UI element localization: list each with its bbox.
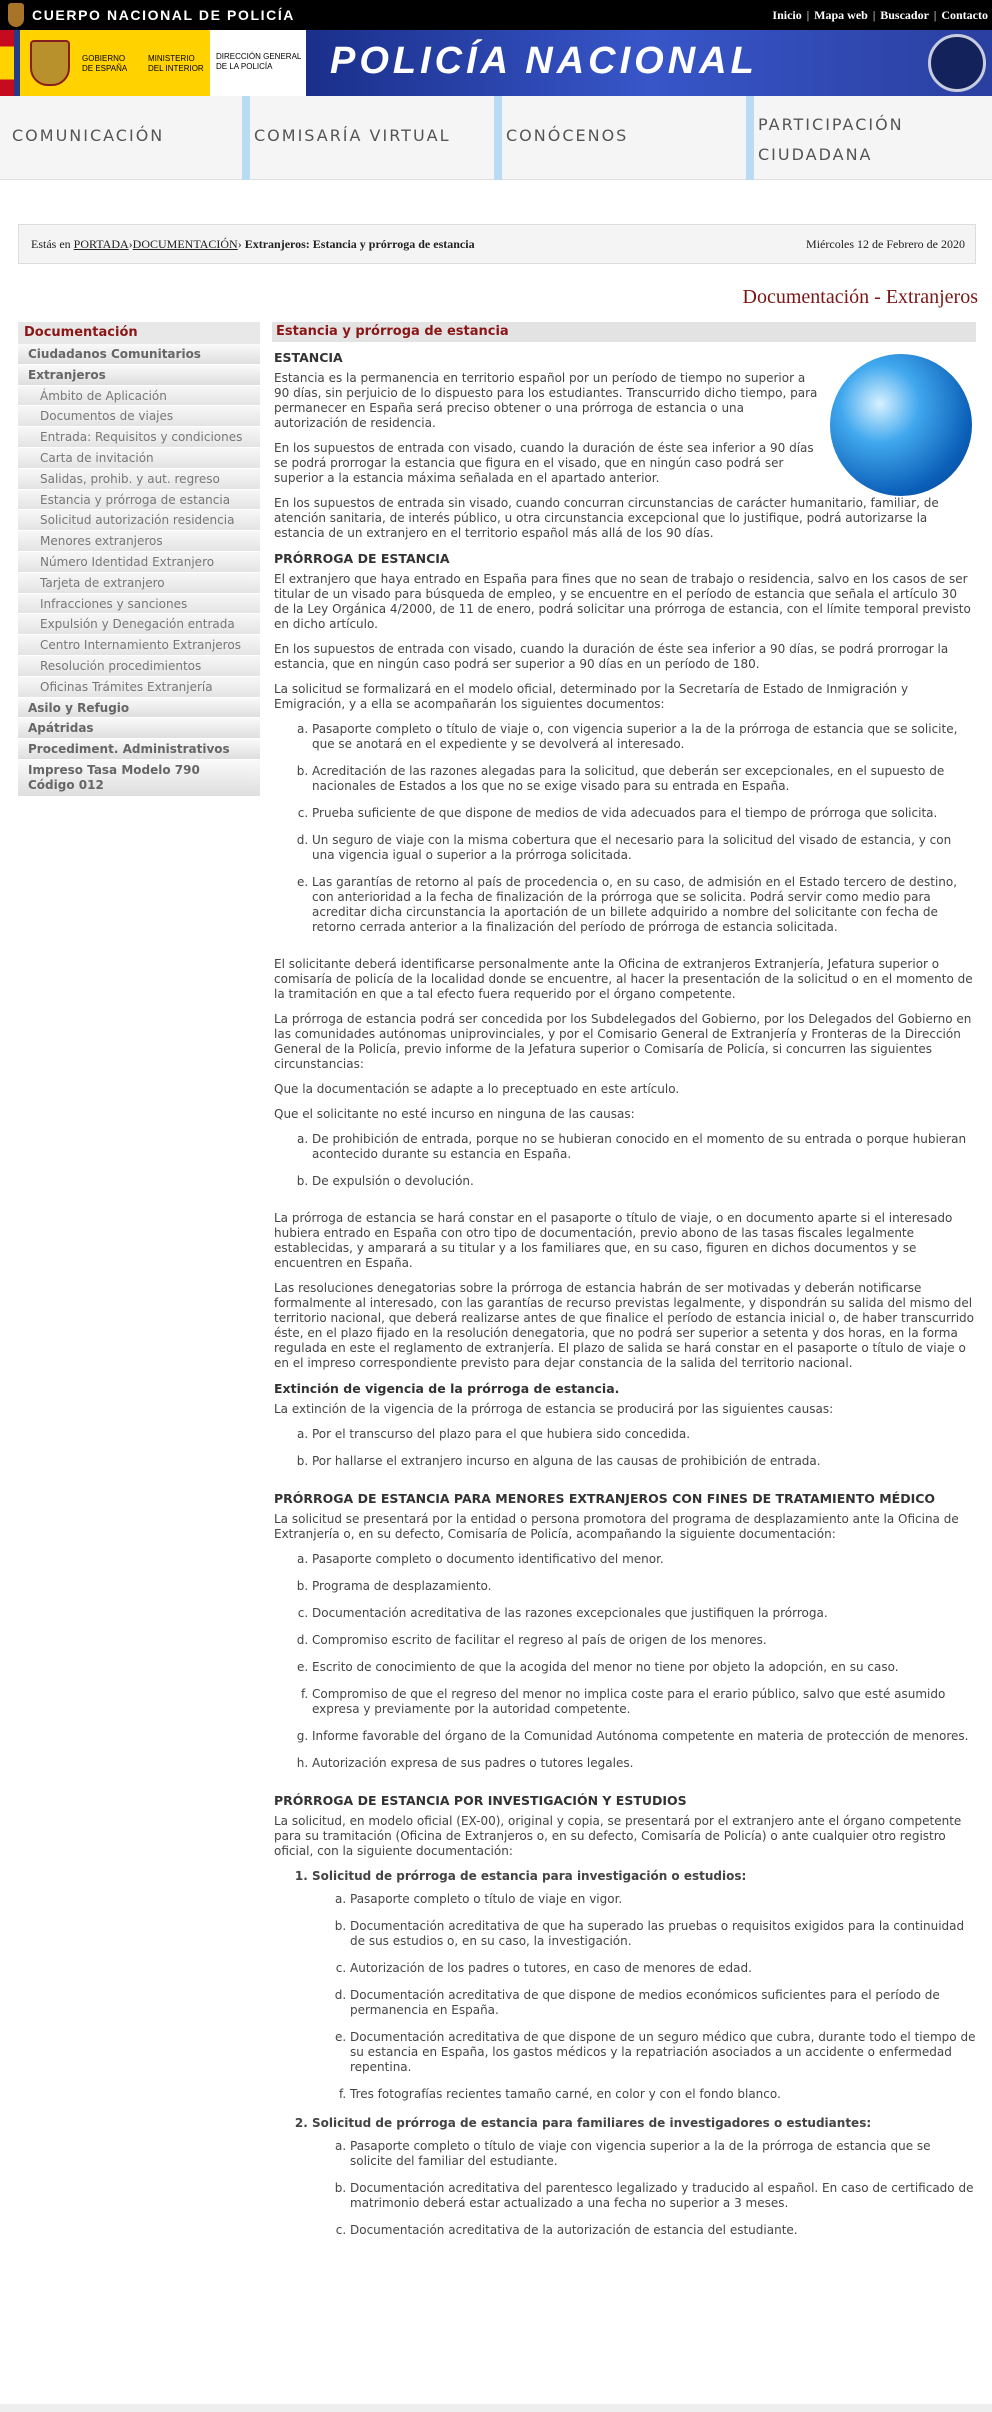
list-item: e. Escrito de conocimiento de que la acogida del menor no tiene por objeto la adopción, en su caso. xyxy=(312,1660,976,1675)
extinction-list xyxy=(312,1427,976,1469)
list-item: a. Pasaporte completo o título de viaje con vigencia superior a la de la prórroga de estancia que se solicite del familiar del estudiante. xyxy=(350,2139,976,2169)
paragraph: Que la documentación se adapte a lo preceptuado en este artículo. xyxy=(274,1082,680,1096)
sidebar xyxy=(18,322,260,797)
paragraph: Estancia es la permanencia en territorio español por un período de tiempo no superior a 90 días, sin perjuicio de lo dispuesto para los estudiantes. Transcurrido dicho tiempo, para permanecer en España será preciso obtener o una prórroga de estancia o una autorización de residencia. xyxy=(274,371,818,430)
list-item: b. De expulsión o devolución. xyxy=(312,1174,976,1189)
list-item: c. Prueba suficiente de que dispone de medios de vida adecuados para el tiempo de prórroga que solicita. xyxy=(312,806,976,821)
sidebar-item[interactable]: Tarjeta de extranjero xyxy=(18,573,260,594)
top-links: Inicio | Mapa web | Buscador | Contacto xyxy=(772,8,988,22)
police-badge-icon xyxy=(928,34,986,92)
breadcrumb-separator: › xyxy=(237,237,242,251)
paragraph: El solicitante deberá identificarse personalmente ante la Oficina de extranjeros Extranjería, Jefatura superior o comisaría de policía de la localidad donde se encuentre, al hacer la presentación de la solicitud o en el momento de la tramitación en que a tal efecto fuera requerido por el órgano competente. xyxy=(274,957,973,1001)
sidebar-item[interactable]: Estancia y prórroga de estancia xyxy=(18,490,260,511)
breadcrumb-current: Extranjeros: Estancia y prórroga de estancia xyxy=(244,237,475,251)
paragraph: En los supuestos de entrada sin visado, cuando concurran circunstancias de carácter humanitario, familiar, de atención sanitaria, de interés público, u otra circunstancia excepcional que lo justifique, podrá autorizarse la estancia de un extranjero en el territorio español más allá de los 90 días. xyxy=(274,496,939,540)
list-item: d. Un seguro de viaje con la misma cobertura que el necesario para la solicitud del visado de estancia, y con una vigencia igual o superior a la prórroga solicitada. xyxy=(312,833,976,863)
list-item: c. Autorización de los padres o tutores, en caso de menores de edad. xyxy=(350,1961,976,1976)
paragraph: La solicitud se formalizará en el modelo oficial, determinado por la Secretaría de Estado de Inmigración y Emigración, y a ella se acompañarán los siguientes documentos: xyxy=(274,682,909,711)
list-item: d. Documentación acreditativa de que dispone de medios económicos suficientes para el período de permanencia en España. xyxy=(350,1988,976,2018)
paragraph: El extranjero que haya entrado en España para fines que no sean de trabajo o residencia, salvo en los casos de ser titular de un visado para búsqueda de empleo, y se encuentre en el período de estancia que señala el artículo 30 de la Ley Orgánica 4/2000, de 11 de enero, podrá solicitar una prórroga de estancia, con el límite temporal previsto en dicho artículo. xyxy=(274,572,971,631)
nav-label: CONÓCENOS xyxy=(506,126,629,145)
paragraph: La extinción de la vigencia de la prórroga de estancia se producirá por las siguientes causas: xyxy=(274,1402,834,1416)
list-item: b. Acreditación de las razones alegadas para la solicitud, que deberán ser excepcionales, en el supuesto de nacionales de Estados a los que no se exige visado para su entrada en España. xyxy=(312,764,976,794)
list-item: f. Compromiso de que el regreso del menor no implica coste para el erario público, salvo que esté asumido expresa y previamente por la autoridad competente. xyxy=(312,1687,976,1717)
sidebar-item[interactable]: Ciudadanos Comunitarios xyxy=(18,344,260,365)
paragraph: En los supuestos de entrada con visado, cuando la duración de éste sea inferior a 90 días, se podrá prorrogar la estancia, que en ningún caso podrá ser superior a 90 días en un período de 180. xyxy=(274,642,949,671)
sidebar-item[interactable]: Entrada: Requisitos y condiciones xyxy=(18,427,260,448)
sidebar-item[interactable]: Procediment. Administrativos xyxy=(18,739,260,760)
list-item: b. Por hallarse el extranjero incurso en alguna de las causas de prohibición de entrada. xyxy=(312,1454,976,1469)
government-logo[interactable] xyxy=(0,30,306,96)
list-item: b. Programa de desplazamiento. xyxy=(312,1579,976,1594)
list-item: a. De prohibición de entrada, porque no se hubieran conocido en el momento de su entrada o porque hubieran acontecido durante su estancia en España. xyxy=(312,1132,976,1162)
top-bar xyxy=(0,0,992,30)
document-list xyxy=(312,722,976,935)
list-item xyxy=(312,1869,976,2102)
list-item: a. Pasaporte completo o documento identificativo del menor. xyxy=(312,1552,976,1567)
sidebar-item[interactable]: Menores extranjeros xyxy=(18,531,260,552)
sidebar-header[interactable]: Documentación xyxy=(18,322,260,344)
eu-strip xyxy=(14,30,20,96)
footer-line xyxy=(0,2404,992,2412)
sidebar-item[interactable]: Impreso Tasa Modelo 790 Código 012 xyxy=(18,760,260,797)
paragraph: La solicitud, en modelo oficial (EX-00), original y copia, se presentará por el extranjero ante el órgano competente para su tramitación (Oficina de Extranjeros o, en su defecto, Comisaría de Policía) o ante cualquier otro registro oficial, con la siguiente documentación: xyxy=(274,1814,962,1858)
section-title-estancia: ESTANCIA xyxy=(274,350,343,365)
section-title-menores: PRÓRROGA DE ESTANCIA PARA MENORES EXTRANJEROS CON FINES DE TRATAMIENTO MÉDICO xyxy=(274,1491,936,1506)
subsection-title: Solicitud de prórroga de estancia para investigación o estudios: xyxy=(312,1869,747,1883)
paragraph: Las resoluciones denegatorias sobre la prórroga de estancia habrán de ser motivadas y deberán notificarse formalmente al interesado, con las garantías de recurso previstas legalmente, y dispondrán su salida del mismo del territorio nacional, que deberá realizarse antes de que finalice el período de estancia inicial o, de haber transcurrido éste, en el plazo fijado en la resolución denegatoria, que no podrá ser superior a setenta y dos horas, en la forma regulada en este el reglamento de extranjería. El plazo de salida se hará constar en el pasaporte o título de viaje o en el impreso correspondiente previsto para dejar constancia de la salida del territorio nacional. xyxy=(274,1281,974,1370)
section-title-investigacion: PRÓRROGA DE ESTANCIA POR INVESTIGACIÓN Y ESTUDIOS xyxy=(274,1793,687,1808)
link-mapa-web[interactable]: Mapa web xyxy=(814,8,868,22)
list-item: b. Documentación acreditativa del parentesco legalizado y traducido al español. En caso de certificado de matrimonio deberá estar actualizado a una fecha no superior a 3 meses. xyxy=(350,2181,976,2211)
spanish-flag-icon xyxy=(0,30,14,96)
subsection-title: Solicitud de prórroga de estancia para familiares de investigadores o estudiantes: xyxy=(312,2116,872,2130)
nav-participacion-ciudadana[interactable] xyxy=(746,96,992,180)
sidebar-item[interactable]: Apátridas xyxy=(18,718,260,739)
sidebar-item[interactable]: Salidas, prohib. y aut. regreso xyxy=(18,469,260,490)
link-contacto[interactable]: Contacto xyxy=(941,8,988,22)
sidebar-item[interactable]: Oficinas Trámites Extranjería xyxy=(18,677,260,698)
list-item: e. Documentación acreditativa de que dispone de un seguro médico que cubra, durante todo el tiempo de su estancia en España, los gastos médicos y la repatriación asociados a un accidente o enfermedad repentina. xyxy=(350,2030,976,2075)
causes-list xyxy=(312,1132,976,1189)
paragraph: Que el solicitante no esté incurso en ninguna de las causas: xyxy=(274,1107,635,1121)
paragraph: En los supuestos de entrada con visado, cuando la duración de éste sea inferior a 90 días se podrá prorrogar la estancia que figura en el visado, que en ningún caso podrá ser superior a la estancia máxima señalada en el apartado anterior. xyxy=(274,441,814,485)
list-item: a. Pasaporte completo o título de viaje en vigor. xyxy=(350,1892,976,1907)
gov-spain-text: GOBIERNO DE ESPAÑA xyxy=(82,54,128,73)
paragraph: La solicitud se presentará por la entidad o persona promotora del programa de desplazamiento ante la Oficina de Extranjería o, en su defecto, Comisaría de Policía, acompañando la siguiente documentación: xyxy=(274,1512,959,1541)
list-item xyxy=(312,2116,976,2238)
sub-list xyxy=(350,2139,976,2238)
sidebar-item[interactable]: Número Identidad Extranjero xyxy=(18,552,260,573)
police-emblem-icon xyxy=(8,3,24,27)
breadcrumb-separator: › xyxy=(128,237,133,251)
section-title-prorroga: PRÓRROGA DE ESTANCIA xyxy=(274,551,450,566)
list-item: d. Compromiso escrito de facilitar el regreso al país de origen de los menores. xyxy=(312,1633,976,1648)
coat-of-arms-icon xyxy=(30,40,70,86)
sidebar-item[interactable]: Extranjeros xyxy=(18,365,260,386)
minors-document-list xyxy=(312,1552,976,1771)
list-item: c. Documentación acreditativa de las razones excepcionales que justifiquen la prórroga. xyxy=(312,1606,976,1621)
sidebar-item[interactable]: Asilo y Refugio xyxy=(18,698,260,719)
sidebar-item[interactable]: Expulsión y Denegación entrada xyxy=(18,614,260,635)
sidebar-item[interactable]: Solicitud autorización residencia xyxy=(18,510,260,531)
list-item: b. Documentación acreditativa de que ha superado las pruebas o requisitos exigidos para la continuidad de sus estudios o, en su caso, la investigación. xyxy=(350,1919,976,1949)
research-list xyxy=(312,1869,976,2238)
sidebar-item[interactable]: Ámbito de Aplicación xyxy=(18,386,260,407)
breadcrumb-portada[interactable]: PORTADA xyxy=(73,237,129,251)
sidebar-item[interactable]: Resolución procedimientos xyxy=(18,656,260,677)
policia-nacional-logo[interactable] xyxy=(306,30,992,96)
section-title-extincion: Extinción de vigencia de la prórroga de estancia. xyxy=(274,1381,620,1396)
nav-divider xyxy=(242,96,250,180)
directorate-text: DIRECCIÓN GENERAL DE LA POLICÍA xyxy=(210,30,306,96)
main-content xyxy=(272,322,976,2252)
list-item: c. Documentación acreditativa de la autorización de estancia del estudiante. xyxy=(350,2223,976,2238)
paragraph: La prórroga de estancia podrá ser concedida por los Subdelegados del Gobierno, por los Delegados del Gobierno en las comunidades autónomas uniprovinciales, y por el Comisario General de Extranjería y Fronteras de la Dirección General de la Policía, previo informe de la Jefatura superior o Comisaría de Policía, si concurren las siguientes circunstancias: xyxy=(274,1012,972,1071)
link-buscador[interactable]: Buscador xyxy=(880,8,929,22)
sidebar-item[interactable]: Centro Internamiento Extranjeros xyxy=(18,635,260,656)
banner-title: POLICÍA NACIONAL xyxy=(330,40,758,82)
banner xyxy=(0,30,992,96)
breadcrumb xyxy=(18,224,976,264)
link-inicio[interactable]: Inicio xyxy=(772,8,802,22)
current-date: Miércoles 12 de Febrero de 2020 xyxy=(806,237,965,251)
site-name: CUERPO NACIONAL DE POLICÍA xyxy=(32,7,296,23)
list-item: f. Tres fotografías recientes tamaño carné, en color y con el fondo blanco. xyxy=(350,2087,976,2102)
nav-conocenos[interactable] xyxy=(494,96,744,180)
nav-label: PARTICIPACIÓN CIUDADANA xyxy=(758,115,904,164)
nav-comisaria-virtual[interactable] xyxy=(242,96,492,180)
list-item: h. Autorización expresa de sus padres o tutores legales. xyxy=(312,1756,976,1771)
list-item: e. Las garantías de retorno al país de procedencia o, en su caso, de admisión en el Estado tercero de destino, con anterioridad a la fecha de finalización de la prórroga que se solicita. Podrá servir como medio para acreditar dicha circunstancia la aportación de un billete adquirido a nombre del solicitante con fecha de retorno cerrada anterior a la finalización del período de prórroga de estancia solicitada. xyxy=(312,875,976,935)
main-nav xyxy=(0,96,992,180)
breadcrumb-prefix: Estás en xyxy=(31,237,71,251)
paragraph: La prórroga de estancia se hará constar en el pasaporte o título de viaje, o en documento aparte si el interesado hubiera entrado en España con otro tipo de documentación, previo abono de las tasas fiscales legalmente establecidas, y amparará a su titular y a los familiares que, en su caso, figuren en dichos documentos y se encuentren en España. xyxy=(274,1211,953,1270)
nav-divider xyxy=(746,96,754,180)
sidebar-item[interactable]: Documentos de viajes xyxy=(18,406,260,427)
page-title: Documentación - Extranjeros xyxy=(742,286,978,308)
content-header: Estancia y prórroga de estancia xyxy=(272,322,976,342)
nav-divider xyxy=(494,96,502,180)
list-item: a. Por el transcurso del plazo para el que hubiera sido concedida. xyxy=(312,1427,976,1442)
nav-label: COMUNICACIÓN xyxy=(12,126,165,145)
sidebar-item[interactable]: Infracciones y sanciones xyxy=(18,594,260,615)
ministry-text: MINISTERIO DEL INTERIOR xyxy=(148,54,204,73)
nav-label: COMISARÍA VIRTUAL xyxy=(254,126,451,145)
globe-icon xyxy=(830,354,972,496)
list-item: g. Informe favorable del órgano de la Comunidad Autónoma competente en materia de protección de menores. xyxy=(312,1729,976,1744)
list-item: a. Pasaporte completo o título de viaje o, con vigencia superior a la de la prórroga de estancia que se solicite, que se anotará en el expediente y se devolverá al interesado. xyxy=(312,722,976,752)
nav-comunicacion[interactable] xyxy=(0,96,240,180)
sub-list xyxy=(350,1892,976,2102)
breadcrumb-documentacion[interactable]: DOCUMENTACIÓN xyxy=(132,237,238,251)
sidebar-item[interactable]: Carta de invitación xyxy=(18,448,260,469)
